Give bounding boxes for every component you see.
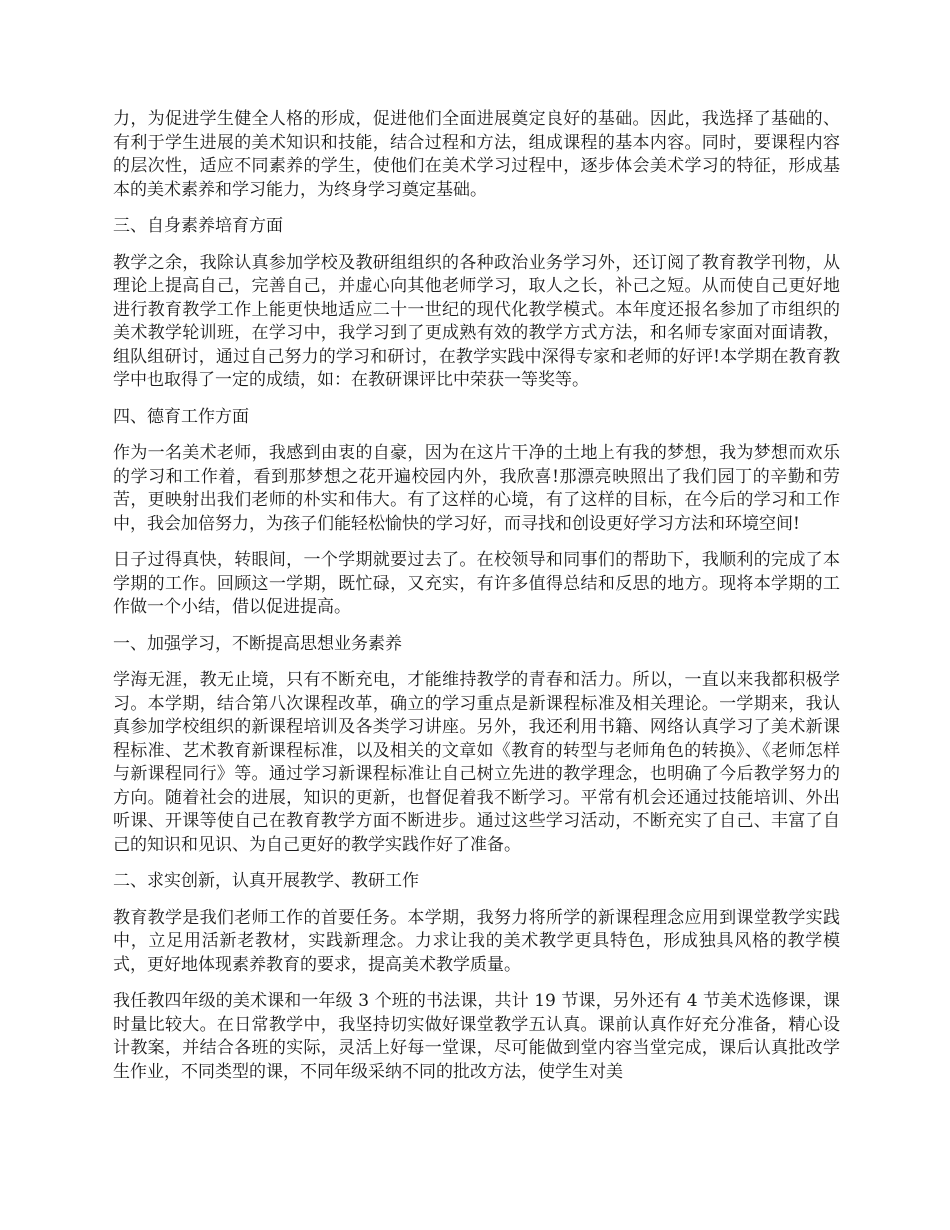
paragraph-self-cultivation: 教学之余，我除认真参加学校及教研组组织的各种政治业务学习外，还订阅了教育教学刊物，从理论上提高自己，完善自己，并虚心向其他老师学习，取人之长，补己之短。从而使自己更好地进行教育教学工作上能更快地适应二十一世纪的现代化教学模式。本年度还报名参加了市组织的美术教学轮训班，在学习中，我学习到了更成熟有效的教学方式方法，和名师专家面对面请教，组队组研讨，通过自己努力的学习和研讨，在教学实践中深得专家和老师的好评!本学期在教育教学中也取得了一定的成绩，如：在教研课评比中荣获一等奖等。	[113, 252, 840, 390]
section-heading-self-cultivation: 三、自身素养培育方面	[113, 216, 283, 236]
paragraph-teaching-priority: 教育教学是我们老师工作的首要任务。本学期，我努力将所学的新课程理念应用到课堂教学实践中，立足用活新老教材，实践新理念。力求让我的美术教学更具特色，形成独具风格的教学模式，更好地体现素养教育的要求，提高美术教学质量。	[113, 907, 840, 975]
paragraph-moral-education: 作为一名美术老师，我感到由衷的自豪，因为在这片干净的土地上有我的梦想，我为梦想而欢乐的学习和工作着，看到那梦想之花开遍校园内外，我欣喜!那漂亮映照出了我们园丁的辛勤和劳苦，更映射出我们老师的朴实和伟大。有了这样的心境，有了这样的目标，在今后的学习和工作中，我会加倍努力，为孩子们能轻松愉快的学习好，而寻找和创设更好学习方法和环境空间!	[113, 443, 840, 534]
paragraph-study: 学海无涯，教无止境，只有不断充电，才能维持教学的青春和活力。所以，一直以来我都积极学习。本学期，结合第八次课程改革，确立的学习重点是新课程标准及相关理论。一学期来，我认真参加学校组织的新课程培训及各类学习讲座。另外，我还利用书籍、网络认真学习了美术新课程标准、艺术教育新课程标准，以及相关的文章如《教育的转型与老师角色的转换》、《老师怎样与新课程同行》等。通过学习新课程标准让自己树立先进的教学理念，也明确了今后教学努力的方向。随着社会的进展，知识的更新，也督促着我不断学习。平常有机会还通过技能培训、外出听课、开课等使自己在教育教学方面不断进步。通过这些学习活动，不断充实了自己、丰富了自己的知识和见识、为自己更好的教学实践作好了准备。	[113, 670, 840, 855]
paragraph-semester-summary: 日子过得真快，转眼间，一个学期就要过去了。在校领导和同事们的帮助下，我顺利的完成了本学期的工作。回顾这一学期，既忙碌，又充实，有许多值得总结和反思的地方。现将本学期的工作做一个小结，借以促进提高。	[113, 550, 840, 617]
paragraph-teaching-load: 我任教四年级的美术课和一年级 3 个班的书法课，共计 19 节课，另外还有 4 节美术选修课，课时量比较大。在日常教学中，我坚持切实做好课堂教学五认真。课前认真作好充分准备，精心设计教案，并结合各班的实际，灵活上好每一堂课，尽可能做到堂内容当堂完成，课后认真批改学生作业，不同类型的课，不同年级采纳不同的批改方法，使学生对美	[113, 991, 840, 1082]
document-page	[113, 108, 840, 1097]
section-heading-moral-education: 四、德育工作方面	[113, 406, 249, 427]
section-heading-study: 一、加强学习，不断提高思想业务素养	[113, 633, 402, 654]
paragraph-intro: 力，为促进学生健全人格的形成，促进他们全面进展奠定良好的基础。因此，我选择了基础的、有利于学生进展的美术知识和技能，结合过程和方法，组成课程的基本内容。同时，要课程内容的层次性，适应不同素养的学生，使他们在美术学习过程中，逐步体会美术学习的特征，形成基本的美术素养和学习能力，为终身学习奠定基础。	[113, 109, 840, 200]
section-heading-teaching-research: 二、求实创新，认真开展教学、教研工作	[113, 871, 419, 891]
